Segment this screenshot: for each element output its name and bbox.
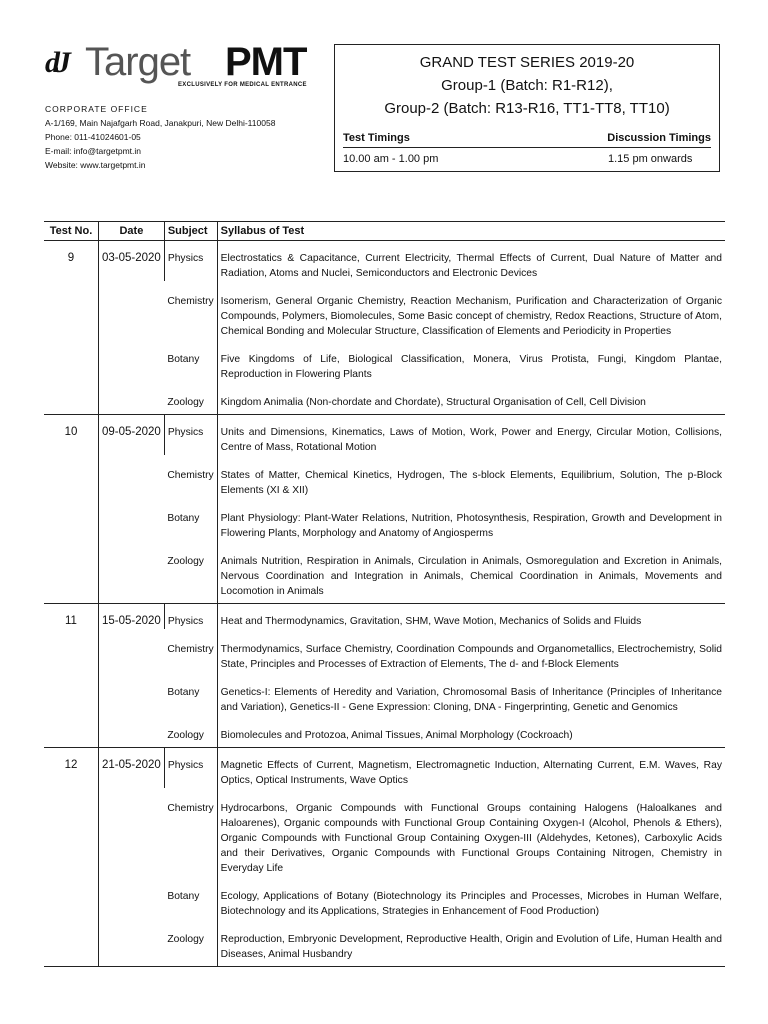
- syllabus-text: Electrostatics & Capacitance, Current Electricity, Thermal Effects of Current, Dual Nature of Matter and Radiation, Atoms and Nuclei, Semiconductors and Electronic Devices: [217, 241, 725, 282]
- subject-name: Chemistry: [167, 803, 214, 814]
- table-row: [44, 604, 725, 630]
- test-date: 09-05-2020: [99, 415, 165, 604]
- test-series-box: [334, 44, 720, 172]
- test-date: 21-05-2020: [99, 748, 165, 967]
- group2-line: Group-2 (Batch: R13-R16, TT1-TT8, TT10): [384, 100, 670, 117]
- subject-name: Chemistry: [167, 470, 214, 481]
- office-title: CORPORATE OFFICE: [45, 104, 148, 114]
- syllabus-text: States of Matter, Chemical Kinetics, Hydrogen, The s-block Elements, Equilibrium, Solution, The p-Block Elements (XI & XII): [217, 455, 725, 498]
- subject-name: Zoology: [164, 715, 217, 748]
- target-pmt-logo: [45, 40, 315, 96]
- group1-line: Group-1 (Batch: R1-R12),: [441, 77, 613, 94]
- header-subject: Subject: [164, 222, 217, 241]
- subject-name: Botany: [167, 891, 200, 902]
- discussion-timings-label: Discussion Timings: [607, 132, 711, 144]
- syllabus-text: Heat and Thermodynamics, Gravitation, SHM, Wave Motion, Mechanics of Solids and Fluids: [217, 604, 725, 630]
- syllabus-text: Plant Physiology: Plant-Water Relations, Nutrition, Photosynthesis, Respiration, Growth and Development in Flowering Plants, Morphology and Anatomy of Angiosperms: [217, 498, 725, 541]
- header-test-no: Test No.: [44, 222, 99, 241]
- table-row: [44, 241, 725, 282]
- syllabus-text: Animals Nutrition, Respiration in Animals, Circulation in Animals, Osmoregulation and Excretion in Animals, Nervous Coordination and Integration in Animals, Chemical Coordination in Animals, Movements and Locomotion in Animals: [217, 541, 725, 604]
- test-timings-value: 10.00 am - 1.00 pm: [343, 153, 439, 165]
- timings-section: [343, 132, 711, 165]
- subject-name: Physics: [164, 604, 217, 630]
- subject-name: Botany: [167, 513, 200, 524]
- timings-row: [343, 153, 711, 165]
- header-date: Date: [99, 222, 165, 241]
- header-syllabus: Syllabus of Test: [217, 222, 725, 241]
- subject-name: Chemistry: [167, 296, 214, 307]
- syllabus-text: Five Kingdoms of Life, Biological Classification, Monera, Virus Protista, Fungi, Kingdom Plantae, Reproduction in Flowering Plants: [217, 339, 725, 382]
- subject-name: Physics: [164, 748, 217, 789]
- syllabus-text: Biomolecules and Protozoa, Animal Tissues, Animal Morphology (Cockroach): [217, 715, 725, 748]
- syllabus-text: Thermodynamics, Surface Chemistry, Coordination Compounds and Organometallics, Electrochemistry, Solid State, Principles and Processes of Extraction of Elements, The d- and f-Block Elements: [217, 629, 725, 672]
- test-date: 15-05-2020: [99, 604, 165, 748]
- office-email: E-mail: info@targetpmt.in: [45, 146, 142, 156]
- syllabus-text: Hydrocarbons, Organic Compounds with Functional Groups containing Halogens (Haloalkanes and Haloarenes), Organic compounds with Functional Group Containing Oxygen-I (Alcohol, Phenols & Ethers), Organic Compounds with Functional Group Containing Oxygen-III (Aldehydes, Ketones), Carboxylic Acids and their Derivatives, Organic Compounds with Functional Groups Containing Nitrogen, Chemistry in Everyday Life: [217, 788, 725, 876]
- subject-name: Botany: [167, 687, 200, 698]
- logo-mark: dJ: [45, 46, 67, 79]
- table-row: [44, 415, 725, 456]
- office-phone: Phone: 011-41024601-05: [45, 132, 141, 142]
- logo-target-text: Target: [85, 40, 191, 84]
- test-number: 10: [44, 415, 99, 604]
- test-number: 9: [44, 241, 99, 415]
- subject-name: Zoology: [164, 541, 217, 604]
- subject-name: Botany: [167, 354, 200, 365]
- timings-header: [343, 132, 711, 148]
- office-website: Website: www.targetpmt.in: [45, 160, 146, 170]
- test-number: 12: [44, 748, 99, 967]
- syllabus-text: Magnetic Effects of Current, Magnetism, Electromagnetic Induction, Alternating Current, E.M. Waves, Ray Optics, Optical Instruments, Wave Optics: [217, 748, 725, 789]
- discussion-timings-value: 1.15 pm onwards: [608, 153, 693, 165]
- series-title: GRAND TEST SERIES 2019-20: [419, 54, 635, 71]
- syllabus-text: Isomerism, General Organic Chemistry, Reaction Mechanism, Purification and Characterization of Organic Compounds, Polymers, Biomolecules, Some Basic concept of chemistry, Redox Reactions, Structure of Atom, Chemical Bonding and Molecular Structure, Classification of Elements and Periodicity in Properties: [217, 281, 725, 339]
- subject-name: Physics: [164, 415, 217, 456]
- subject-name: Physics: [164, 241, 217, 282]
- syllabus-text: Kingdom Animalia (Non-chordate and Chordate), Structural Organisation of Cell, Cell Division: [217, 382, 725, 415]
- test-number: 11: [44, 604, 99, 748]
- subject-name: Chemistry: [167, 644, 214, 655]
- syllabus-text: Genetics-I: Elements of Heredity and Variation, Chromosomal Basis of Inheritance (Principles of Inheritance and Variation), Genetics-II - Gene Expression: Cloning, DNA - Fingerprinting, Genetic and Genomics: [217, 672, 725, 715]
- subject-name: Zoology: [164, 382, 217, 415]
- test-series-title: [335, 51, 719, 120]
- syllabus-text: Units and Dimensions, Kinematics, Laws of Motion, Work, Power and Energy, Circular Motion, Collisions, Centre of Mass, Rotational Motion: [217, 415, 725, 456]
- syllabus-table: [44, 221, 725, 967]
- office-address: A-1/169, Main Najafgarh Road, Janakpuri, New Delhi-110058: [45, 118, 276, 128]
- corporate-office-info: [45, 102, 275, 172]
- logo-tagline: EXCLUSIVELY FOR MEDICAL ENTRANCE: [178, 82, 307, 88]
- syllabus-text: Ecology, Applications of Botany (Biotechnology its Principles and Processes, Microbes in Human Welfare, Biotechnology and its Applications, Strategies in Enhancement of Food Production): [217, 876, 725, 919]
- table-row: [44, 748, 725, 789]
- syllabus-text: Reproduction, Embryonic Development, Reproductive Health, Origin and Evolution of Life, Human Health and Diseases, Animal Husbandry: [217, 919, 725, 967]
- subject-name: Zoology: [164, 919, 217, 967]
- test-date: 03-05-2020: [99, 241, 165, 415]
- test-timings-label: Test Timings: [343, 132, 410, 144]
- table-header-row: [44, 222, 725, 241]
- logo-pmt-text: PMT: [225, 40, 307, 84]
